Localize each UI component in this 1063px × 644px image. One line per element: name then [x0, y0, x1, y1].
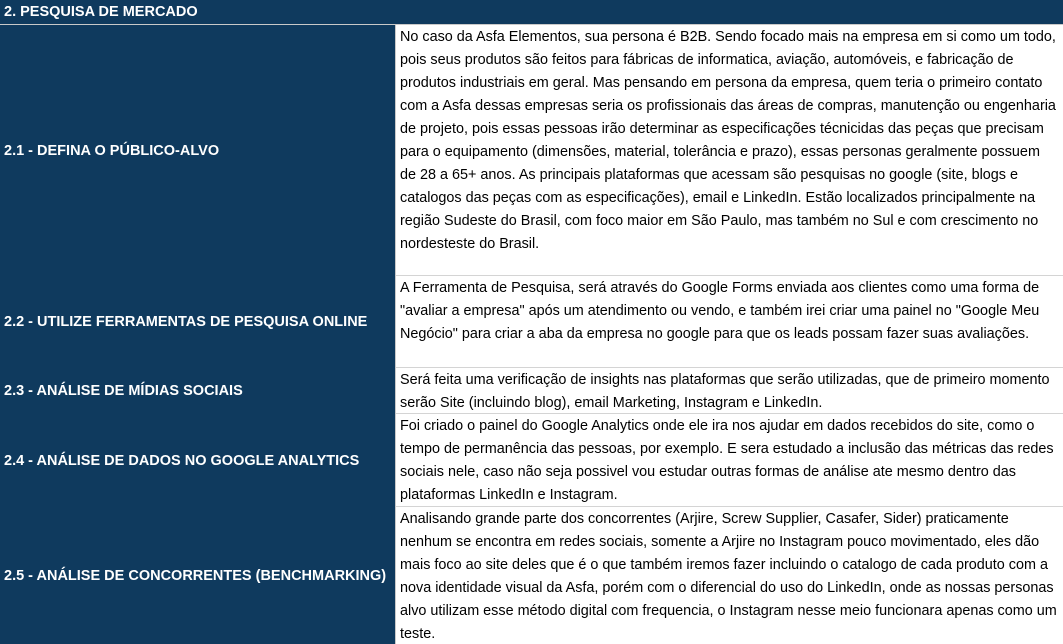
row-label-social-media-analysis: 2.3 - ANÁLISE DE MÍDIAS SOCIAIS	[4, 383, 243, 399]
row-text-cell-benchmarking[interactable]	[396, 507, 1063, 644]
section-title: 2. PESQUISA DE MERCADO	[4, 4, 198, 20]
row-text-cell-online-research-tools[interactable]	[396, 276, 1063, 368]
row-label-benchmarking: 2.5 - ANÁLISE DE CONCORRENTES (BENCHMARKING)	[4, 567, 387, 584]
row-text-online-research-tools: A Ferramenta de Pesquisa, será através do Google Forms enviada aos clientes como uma forma de "avaliar a empresa" após um atendimento ou vendo, e também irei criar uma painel no "Google Meu Negócio" para criar a aba da empresa no google para que os leads possam fazer suas avaliações.	[400, 280, 1040, 342]
row-text-google-analytics: Foi criado o painel do Google Analytics onde ele ira nos ajudar em dados recebidos do site, como o tempo de permanência das pessoas, por exemplo. E sera estudado a inclusão das métricas das redes sociais nele, caso não seja possivel vou estudar outras formas de análise ate mesmo dentro das plataformas LinkedIn e Instagram.	[400, 418, 1054, 503]
row-label-target-audience: 2.1 - DEFINA O PÚBLICO-ALVO	[4, 142, 220, 159]
row-text-benchmarking: Analisando grande parte dos concorrentes (Arjire, Screw Supplier, Casafer, Sider) praticamente nenhum se encontra em redes sociais, somente a Arjire no Instagram pouco movimentado, eles dão mais foco ao site deles que é o que também iremos fazer incluindo o catalogo de cada produto com a nova identidade visual da Asfa, porém com o diferencial do uso do LinkedIn, onde as nossas personas alvo utilizam esse método digital com frequencia, o Instagram nesse meio funcionara apenas como um teste.	[400, 511, 1057, 642]
section-header-cell[interactable]	[0, 0, 1063, 25]
row-text-social-media-analysis: Será feita uma verificação de insights nas plataformas que serão utilizadas, que de primeiro momento serão Site (incluindo blog), email Marketing, Instagram e LinkedIn.	[400, 372, 1050, 411]
row-label-cell-benchmarking[interactable]	[0, 507, 396, 644]
row-text-cell-social-media-analysis[interactable]	[396, 368, 1063, 414]
row-label-cell-google-analytics[interactable]	[0, 414, 396, 507]
row-label-online-research-tools: 2.2 - UTILIZE FERRAMENTAS DE PESQUISA ONLINE	[4, 314, 368, 330]
row-text-target-audience: No caso da Asfa Elementos, sua persona é B2B. Sendo focado mais na empresa em si como um todo, pois seus produtos são feitos para fábricas de informatica, aviação, automóveis, e fabricação de produtos industriais em geral. Mas pensando em persona da empresa, quem teria o primeiro contato com a Asfa dessas empresas seria os profissionais das áreas de compras, manutenção ou engenharia de projeto, pois essas pessoas irão determinar as especificações técnicidas das peças que precisam para o equipamento (dimensões, material, tolerância e prazo), essas personas geralmente possuem de 28 a 65+ anos. As principais plataformas que acessam são pesquisas no google (site, blogs e catalogos das peças com as especificações), email e LinkedIn. Estão localizados principalmente na região Sudeste do Brasil, com foco maior em São Paulo, mas também no Sul e com crescimento no nordesteste do Brasil.	[400, 29, 1056, 252]
row-label-cell-target-audience[interactable]	[0, 25, 396, 276]
row-label-cell-online-research-tools[interactable]	[0, 276, 396, 368]
row-label-google-analytics: 2.4 - ANÁLISE DE DADOS NO GOOGLE ANALYTICS	[4, 452, 360, 469]
row-text-cell-target-audience[interactable]	[396, 25, 1063, 276]
row-label-cell-social-media-analysis[interactable]	[0, 368, 396, 414]
row-text-cell-google-analytics[interactable]	[396, 414, 1063, 507]
